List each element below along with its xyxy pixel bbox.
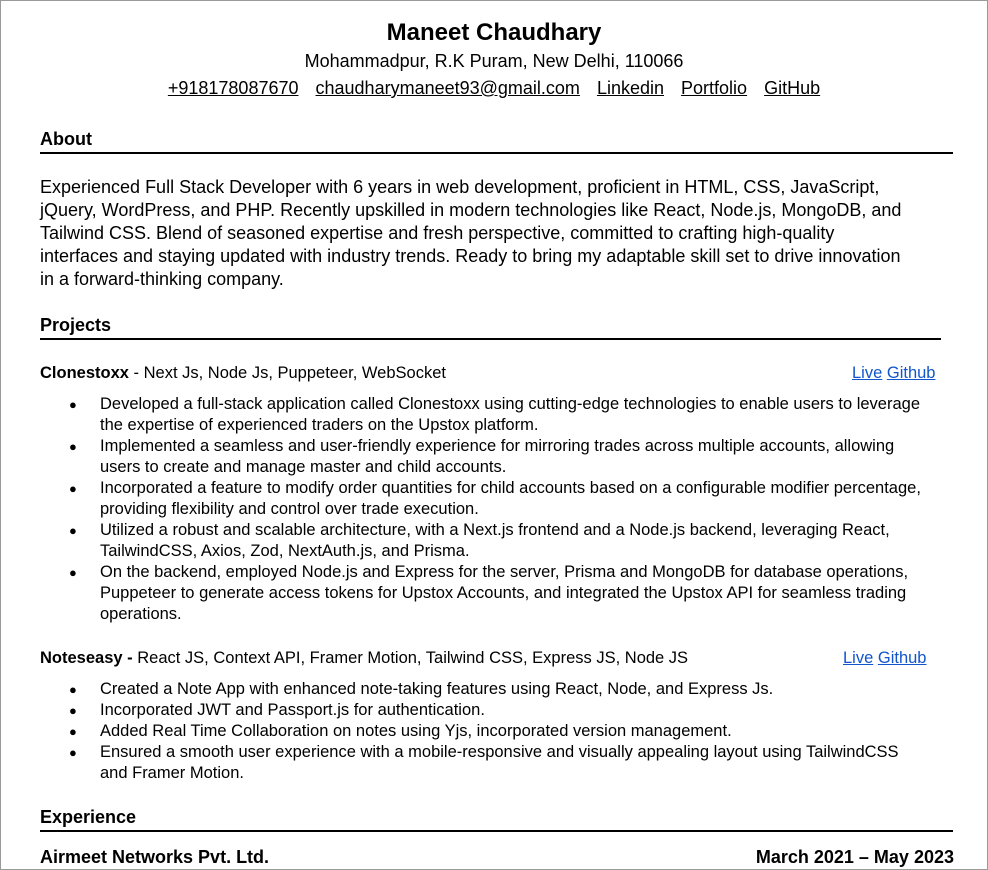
project-name: Noteseasy bbox=[40, 649, 123, 667]
list-item: ● Developed a full-stack application called Clonestoxx using cutting-edge technologies to enable users to leverage the expertise of experienced traders on the Upstox platform. bbox=[40, 394, 930, 436]
list-item: ● Incorporated a feature to modify order quantities for child accounts based on a configurable modifier percentage, providing flexibility and control over trade execution. bbox=[40, 478, 930, 520]
project-separator: - bbox=[128, 364, 144, 382]
list-item: ● Incorporated JWT and Passport.js for authentication. bbox=[40, 700, 930, 721]
project-noteseasy-bullets bbox=[40, 679, 930, 784]
about-divider bbox=[40, 152, 953, 154]
linkedin-link[interactable]: Linkedin bbox=[596, 78, 665, 98]
github-repo-link[interactable]: Github bbox=[886, 364, 936, 382]
project-separator: - bbox=[122, 649, 138, 667]
projects-divider bbox=[40, 338, 941, 340]
projects-heading: Projects bbox=[40, 315, 112, 335]
list-item: ● Created a Note App with enhanced note-taking features using React, Node, and Express Js. bbox=[40, 679, 930, 700]
experience-heading: Experience bbox=[40, 807, 137, 827]
email-link[interactable]: chaudharymaneet93@gmail.com bbox=[315, 78, 580, 98]
list-item: ● Utilized a robust and scalable architecture, with a Next.js frontend and a Node.js backend, leveraging React, TailwindCSS, Axios, Zod, NextAuth.js, and Prisma. bbox=[40, 520, 930, 562]
project-clonestoxx-bullets bbox=[40, 394, 930, 625]
list-item: ● On the backend, employed Node.js and Express for the server, Prisma and MongoDB for database operations, Puppeteer to generate access tokens for Upstox Accounts, and integrated the Upstox API for seamless trading operations. bbox=[40, 562, 930, 625]
about-text: Experienced Full Stack Developer with 6 years in web development, proficient in HTML, CSS, JavaScript, jQuery, WordPress, and PHP. Recently upskilled in modern technologies like React, Node.js, MongoDB, and Tailwind CSS. Blend of seasoned expertise and fresh perspective, committed to crafting high-quality interfaces and staying updated with industry trends. Ready to bring my adaptable skill set to drive innovation in a forward-thinking company. bbox=[40, 177, 902, 289]
project-noteseasy-heading bbox=[40, 647, 688, 669]
candidate-name: Maneet Chaudhary bbox=[386, 19, 602, 46]
project-name: Clonestoxx bbox=[40, 364, 129, 382]
resume-header bbox=[0, 18, 988, 102]
project-clonestoxx-links bbox=[852, 362, 936, 384]
github-repo-link[interactable]: Github bbox=[877, 649, 927, 667]
github-link[interactable]: GitHub bbox=[764, 78, 821, 98]
contact-links bbox=[0, 74, 988, 102]
candidate-address: Mohammadpur, R.K Puram, New Delhi, 110066 bbox=[304, 51, 684, 71]
live-link[interactable]: Live bbox=[852, 364, 883, 382]
about-heading: About bbox=[40, 129, 92, 149]
list-item: ● Added Real Time Collaboration on notes using Yjs, incorporated version management. bbox=[40, 721, 930, 742]
company-name: Airmeet Networks Pvt. Ltd. bbox=[40, 847, 270, 867]
project-clonestoxx-heading bbox=[40, 362, 446, 384]
experience-divider bbox=[40, 830, 953, 832]
experience-entry bbox=[40, 846, 954, 868]
phone-link[interactable]: +918178087670 bbox=[167, 78, 299, 98]
portfolio-link[interactable]: Portfolio bbox=[681, 78, 748, 98]
project-noteseasy-links bbox=[843, 647, 927, 669]
project-stack: React JS, Context API, Framer Motion, Tailwind CSS, Express JS, Node JS bbox=[137, 649, 689, 667]
live-link[interactable]: Live bbox=[843, 649, 874, 667]
list-item: ● Ensured a smooth user experience with a mobile-responsive and visually appealing layout using TailwindCSS and Framer Motion. bbox=[40, 742, 930, 784]
project-stack: Next Js, Node Js, Puppeteer, WebSocket bbox=[143, 364, 446, 382]
list-item: ● Implemented a seamless and user-friendly experience for mirroring trades across multiple accounts, allowing users to create and manage master and child accounts. bbox=[40, 436, 930, 478]
employment-dates: March 2021 – May 2023 bbox=[755, 847, 954, 867]
